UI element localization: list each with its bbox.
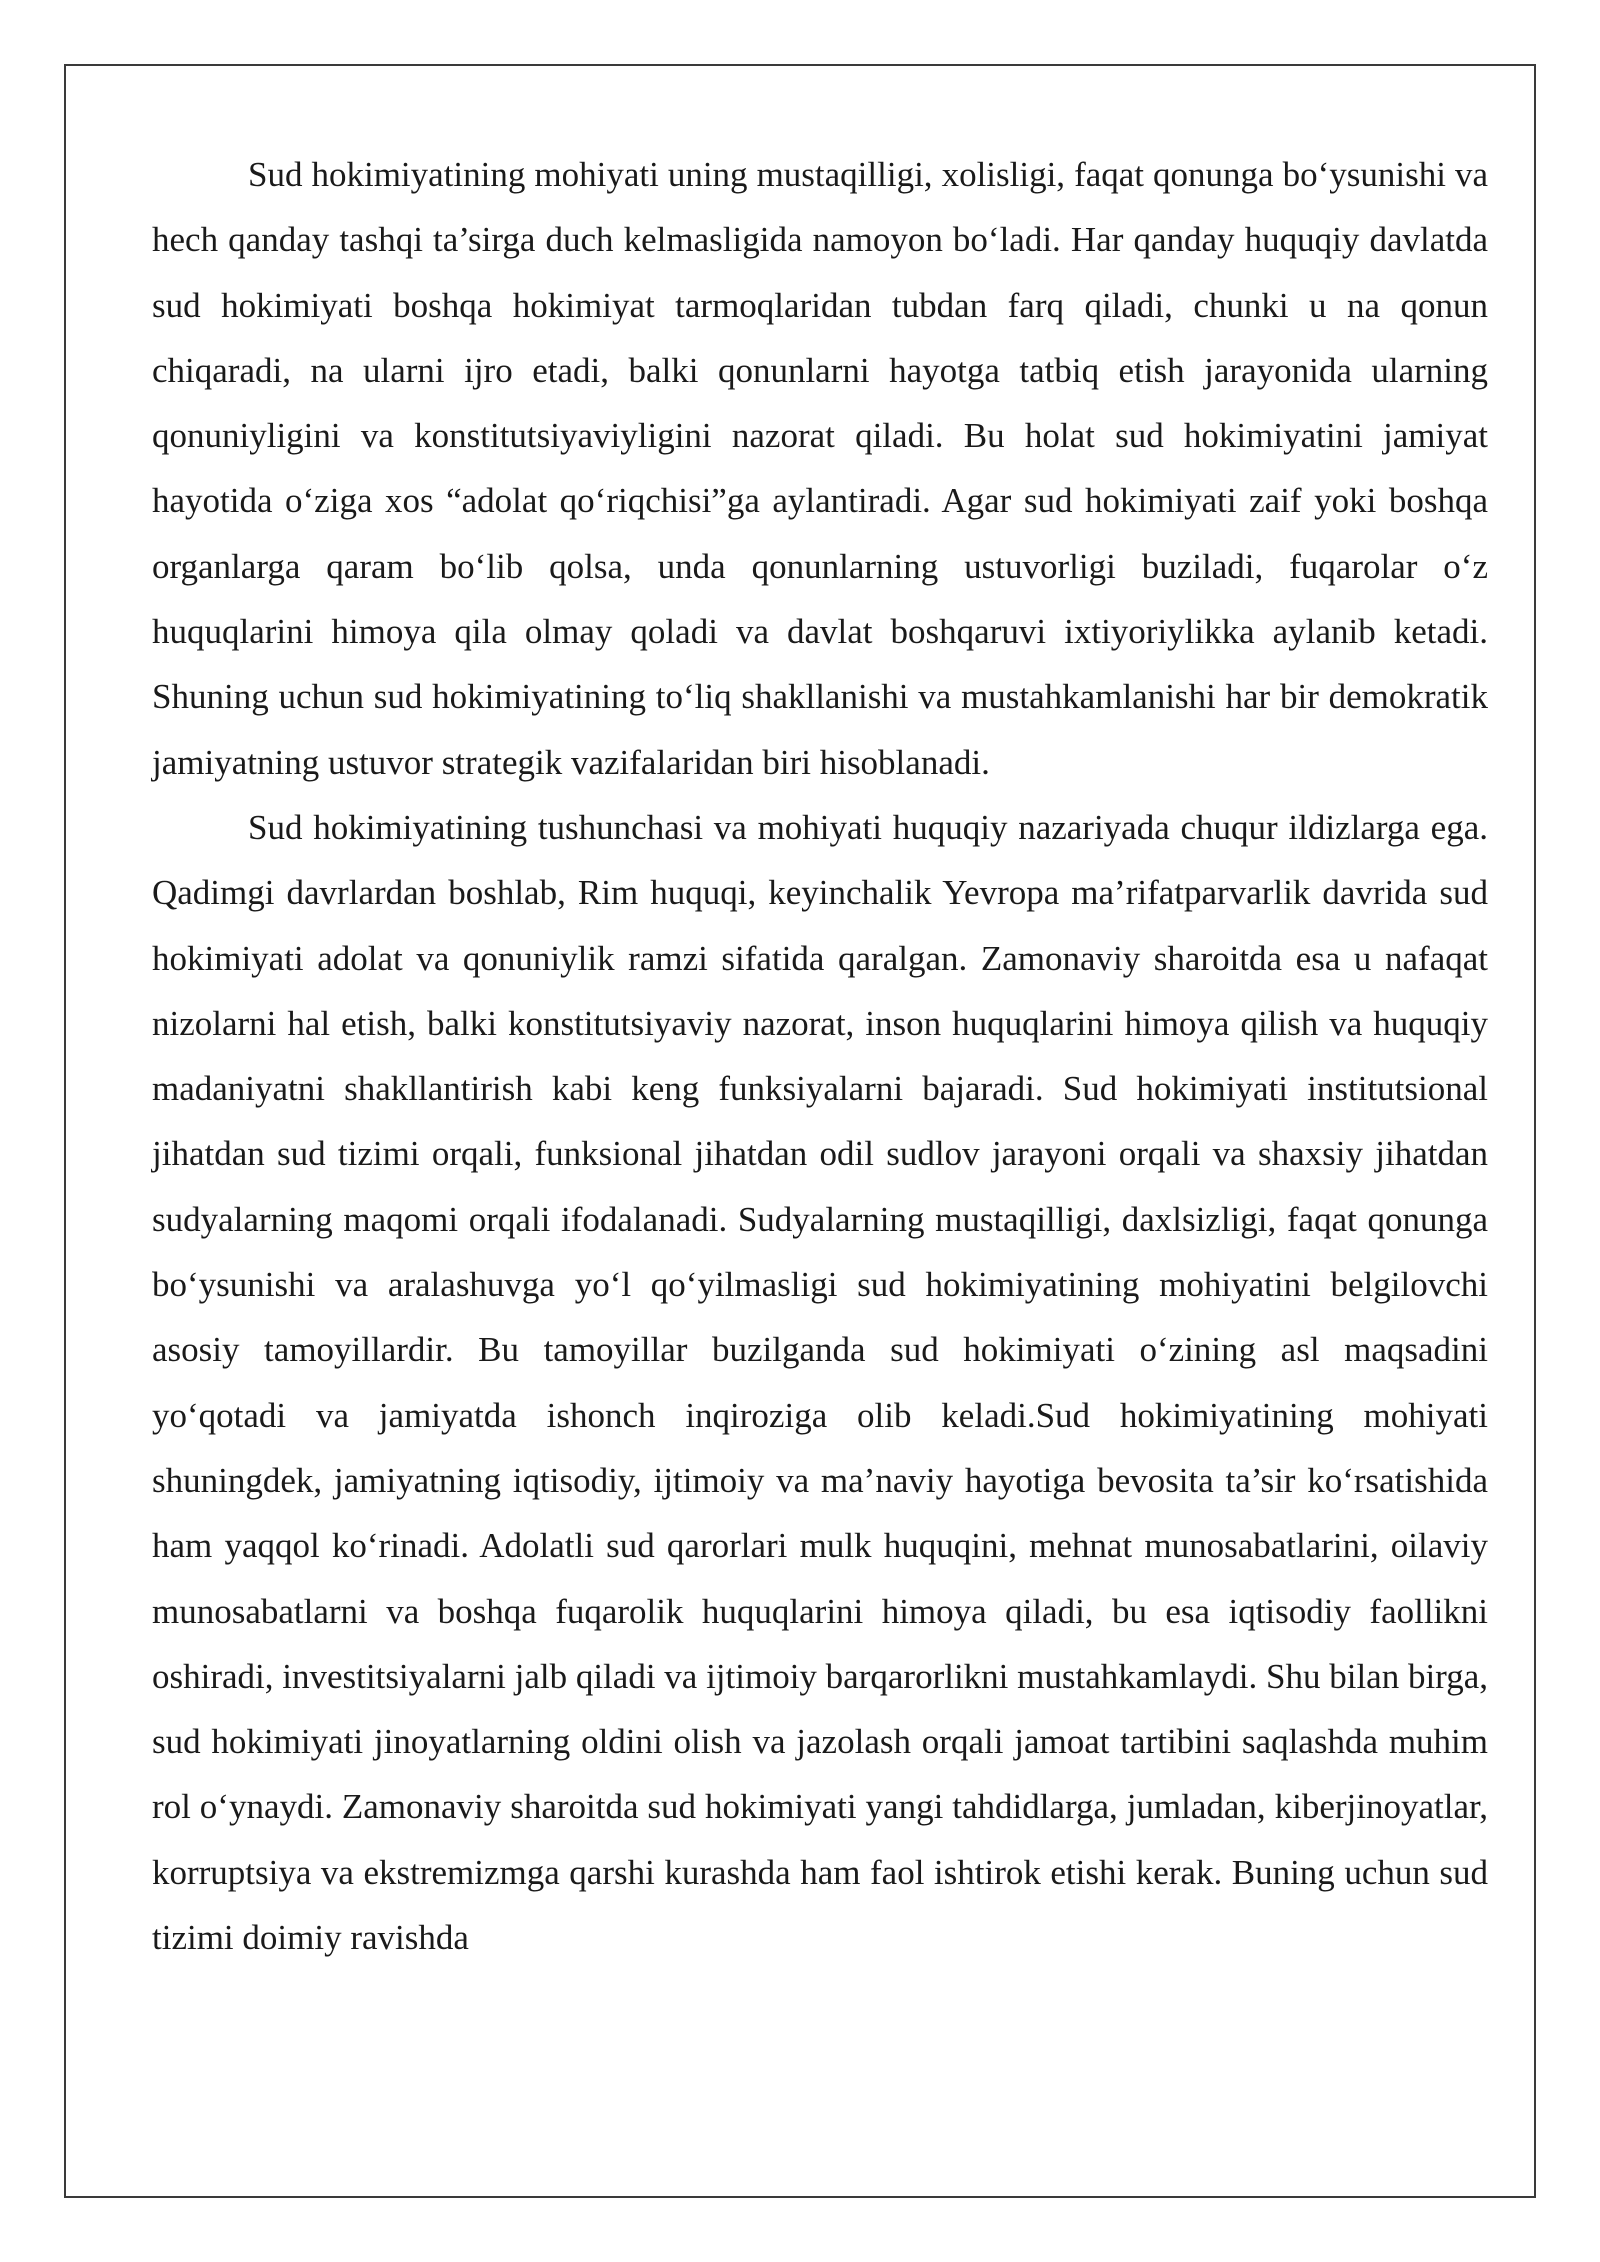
- paragraph-1: Sud hokimiyatining mohiyati uning mustaqilligi, xolisligi, faqat qonunga bo‘ysunishi va hech qanday tashqi ta’sirga duch kelmasligida namoyon bo‘ladi. Har qanday huquqiy davlatda sud hokimiyati boshqa hokimiyat tarmoqlaridan tubdan farq qiladi, chunki u na qonun chiqaradi, na ularni ijro etadi, balki qonunlarni hayotga tatbiq etish jarayonida ularning qonuniyligini va konstitutsiyaviyligini nazorat qiladi. Bu holat sud hokimiyatini jamiyat hayotida o‘ziga xos “adolat qo‘riqchisi”ga aylantiradi. Agar sud hokimiyati zaif yoki boshqa organlarga qaram bo‘lib qolsa, unda qonunlarning ustuvorligi buziladi, fuqarolar o‘z huquqlarini himoya qila olmay qoladi va davlat boshqaruvi ixtiyoriylikka aylanib ketadi. Shuning uchun sud hokimiyatining to‘liq shakllanishi va mustahkamlanishi har bir demokratik jamiyatning ustuvor strategik vazifalaridan biri hisoblanadi.: [152, 155, 1488, 782]
- paragraph-2: Sud hokimiyatining tushunchasi va mohiyati huquqiy nazariyada chuqur ildizlarga ega. Qadimgi davrlardan boshlab, Rim huquqi, keyinchalik Yevropa ma’rifatparvarlik davrida sud hokimiyati adolat va qonuniylik ramzi sifatida qaralgan. Zamonaviy sharoitda esa u nafaqat nizolarni hal etish, balki konstitutsiyaviy nazorat, inson huquqlarini himoya qilish va huquqiy madaniyatni shakllantirish kabi keng funksiyalarni bajaradi. Sud hokimiyati institutsional jihatdan sud tizimi orqali, funksional jihatdan odil sudlov jarayoni orqali va shaxsiy jihatdan sudyalarning maqomi orqali ifodalanadi. Sudyalarning mustaqilligi, daxlsizligi, faqat qonunga bo‘ysunishi va aralashuvga yo‘l qo‘yilmasligi sud hokimiyatining mohiyatini belgilovchi asosiy tamoyillardir. Bu tamoyillar buzilganda sud hokimiyati o‘zining asl maqsadini yo‘qotadi va jamiyatda ishonch inqiroziga olib keladi.Sud hokimiyatining mohiyati shuningdek, jamiyatning iqtisodiy, ijtimoiy va ma’naviy hayotiga bevosita ta’sir ko‘rsatishida ham yaqqol ko‘rinadi. Adolatli sud qarorlari mulk huquqini, mehnat munosabatlarini, oilaviy munosabatlarni va boshqa fuqarolik huquqlarini himoya qiladi, bu esa iqtisodiy faollikni oshiradi, investitsiyalarni jalb qiladi va ijtimoiy barqarorlikni mustahkamlaydi. Shu bilan birga, sud hokimiyati jinoyatlarning oldini olish va jazolash orqali jamoat tartibini saqlashda muhim rol o‘ynaydi. Zamonaviy sharoitda sud hokimiyati yangi tahdidlarga, jumladan, kiberjinoyatlar, korruptsiya va ekstremizmga qarshi kurashda ham faol ishtirok etishi kerak. Buning uchun sud tizimi doimiy ravishda: [152, 807, 1488, 1958]
- document-body: [152, 142, 1488, 1970]
